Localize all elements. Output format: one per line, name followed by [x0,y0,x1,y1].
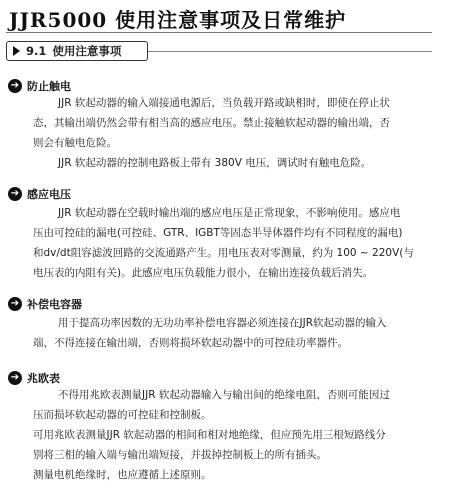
section-rule [148,51,432,52]
arrow-right-icon: ➔ [8,79,22,93]
paragraph-line: 压而损坏软起动器的可控硅和控制板。 [33,409,212,421]
section-number: 9.1 [26,44,47,58]
arrow-right-icon: ➔ [8,371,22,385]
item-heading-label: 补偿电容器 [27,298,82,311]
title-rule [6,32,432,33]
paragraph-line: 则会有触电危险。 [33,137,117,149]
paragraph-line: 测量电机绝缘时，也应遵循上述原则。 [33,469,212,481]
paragraph-line: JJR 软起动器的输入端接通电源后，当负载开路或缺相时，即使在停止状 [58,97,390,109]
item-heading [8,370,60,386]
paragraph-line: 端，不得连接在输出端，否则将损坏软起动器中的可控硅功率器件。 [33,337,348,349]
item-heading [8,186,71,202]
item-heading-label: 防止触电 [27,80,71,93]
arrow-right-icon: ➔ [8,297,22,311]
triangle-right-icon [13,46,20,56]
section-header [6,41,148,61]
paragraph-line: 可用兆欧表测量JJR 软起动器的相间和相对地绝缘，但应预先用三根短路线分 [33,429,386,441]
paragraph-line: 用于提高功率因数的无功功率补偿电容器必须连接在JJR软起动器的输入 [58,317,387,329]
paragraph-line: JJR 软起动器在空载时输出端的感应电压是正常现象，不影响使用。感应电 [58,207,401,219]
paragraph-line: 态，其输出端仍然会带有相当高的感应电压。禁止接触软起动器的输出端，否 [33,117,390,129]
page-title: JJR5000 使用注意事项及日常维护 [9,8,347,32]
item-heading [8,78,71,94]
item-heading-label: 兆欧表 [27,372,60,385]
section-label: 使用注意事项 [52,44,122,58]
paragraph-line: 和dv/dt阻容滤波回路的交流通路产生。用电压表对零测量，约为 100 ~ 220V(与 [33,247,414,259]
arrow-right-icon: ➔ [8,187,22,201]
paragraph-line: 不得用兆欧表测量JJR 软起动器输入与输出间的绝缘电阻，否则可能因过 [58,389,390,401]
item-heading [8,296,82,312]
paragraph-line: 电压表的内阻有关)。此感应电压负载能力很小，在输出连接负载后消失。 [33,267,374,279]
paragraph-line: JJR 软起动器的控制电路板上带有 380V 电压，调试时有触电危险。 [58,157,372,169]
paragraph-line: 别将三相的输入端与输出端短接，并拔掉控制板上的所有插头。 [33,449,327,461]
paragraph-line: 压由可控硅的漏电(可控硅、GTR、IGBT等固态半导体器件均有不同程度的漏电) [33,227,403,239]
item-heading-label: 感应电压 [27,188,71,201]
